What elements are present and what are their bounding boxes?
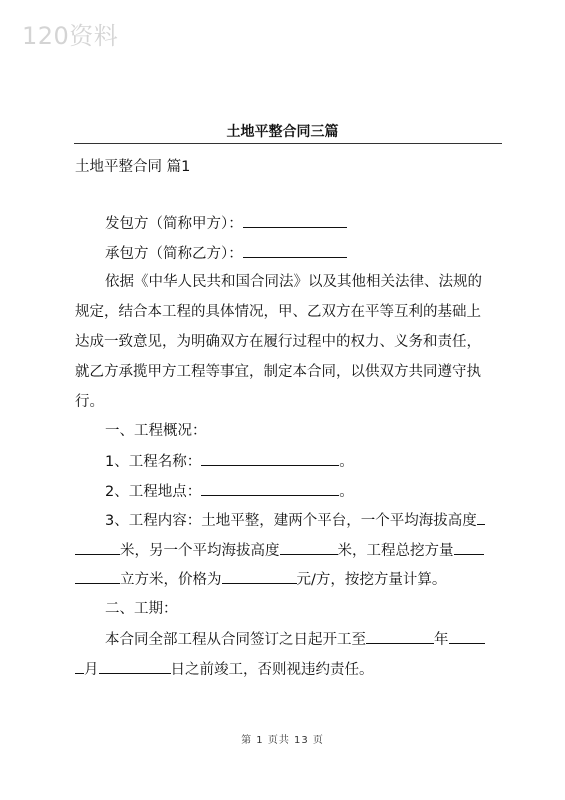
total-excavation-text: 米，工程总挖方量: [337, 543, 454, 559]
period-line-2: [75, 659, 374, 680]
item-3-text: 3、工程内容：土地平整，建两个平台，一个平均海拔高度: [105, 513, 477, 529]
party-b-line: [105, 243, 347, 264]
year-label: 年: [434, 632, 449, 648]
price-blank: [222, 569, 297, 584]
item-2-label: 2、工程地点：: [105, 484, 202, 500]
end-month-blank-start: [449, 629, 485, 644]
paragraph-line: 达成一致意见，为明确双方在履行过程中的权力、义务和责任，: [75, 334, 481, 350]
period-text: 本合同全部工程从合同签订之日起开工至: [105, 632, 366, 648]
party-b-blank: [243, 243, 347, 258]
item-3-line-2: [75, 540, 484, 561]
altitude-2-blank: [280, 540, 338, 555]
excavation-blank-start: [454, 540, 484, 555]
party-a-blank: [243, 213, 347, 228]
price-text: 立方米，价格为: [120, 572, 222, 588]
project-name-blank: [201, 451, 339, 466]
altitude-1-blank: [75, 540, 120, 555]
paragraph-line: 就乙方承揽甲方工程等事宜，制定本合同，以供双方共同遵守执: [75, 364, 481, 380]
item-2-line: [105, 481, 354, 502]
page-footer: 第 1 页共 13 页: [241, 735, 324, 746]
title-divider: [74, 143, 502, 144]
item-1-line: [105, 451, 354, 472]
unit-meter: 米: [120, 543, 135, 559]
paragraph-line: 规定，结合本工程的具体情况，甲、乙双方在平等互利的基础上: [75, 304, 481, 320]
month-label: 月: [84, 662, 99, 678]
price-unit-text: 元/方，按挖方量计算。: [296, 572, 447, 588]
watermark: 120资料: [22, 22, 119, 50]
party-b-label: 承包方（简称乙方）：: [105, 246, 243, 262]
party-a-label: 发包方（简称甲方）：: [105, 216, 243, 232]
item-2-period: 。: [339, 484, 354, 500]
period-line: [105, 629, 485, 650]
section-heading: 土地平整合同 篇1: [75, 159, 191, 175]
day-text: 日之前竣工，否则视违约责任。: [170, 662, 374, 678]
section-2-heading: 二、工期：: [105, 601, 178, 617]
section-1-heading: 一、工程概况：: [105, 423, 207, 439]
item-3-line-3: [75, 569, 446, 590]
altitude-1-blank-start: [477, 510, 485, 525]
item-1-period: 。: [339, 454, 354, 470]
project-location-blank: [201, 481, 339, 496]
item-1-label: 1、工程名称：: [105, 454, 202, 470]
another-platform-text: ，另一个平均海拔高度: [134, 543, 280, 559]
paragraph-line: 行。: [75, 394, 104, 410]
end-year-blank: [366, 629, 434, 644]
excavation-blank: [75, 569, 120, 584]
document-title: 土地平整合同三篇: [226, 124, 339, 140]
party-a-line: [105, 213, 347, 234]
item-3-line: [105, 510, 485, 531]
paragraph-line: 依据《中华人民共和国合同法》以及其他相关法律、法规的: [105, 274, 482, 290]
end-day-blank: [99, 659, 171, 674]
end-month-blank: [75, 659, 84, 674]
